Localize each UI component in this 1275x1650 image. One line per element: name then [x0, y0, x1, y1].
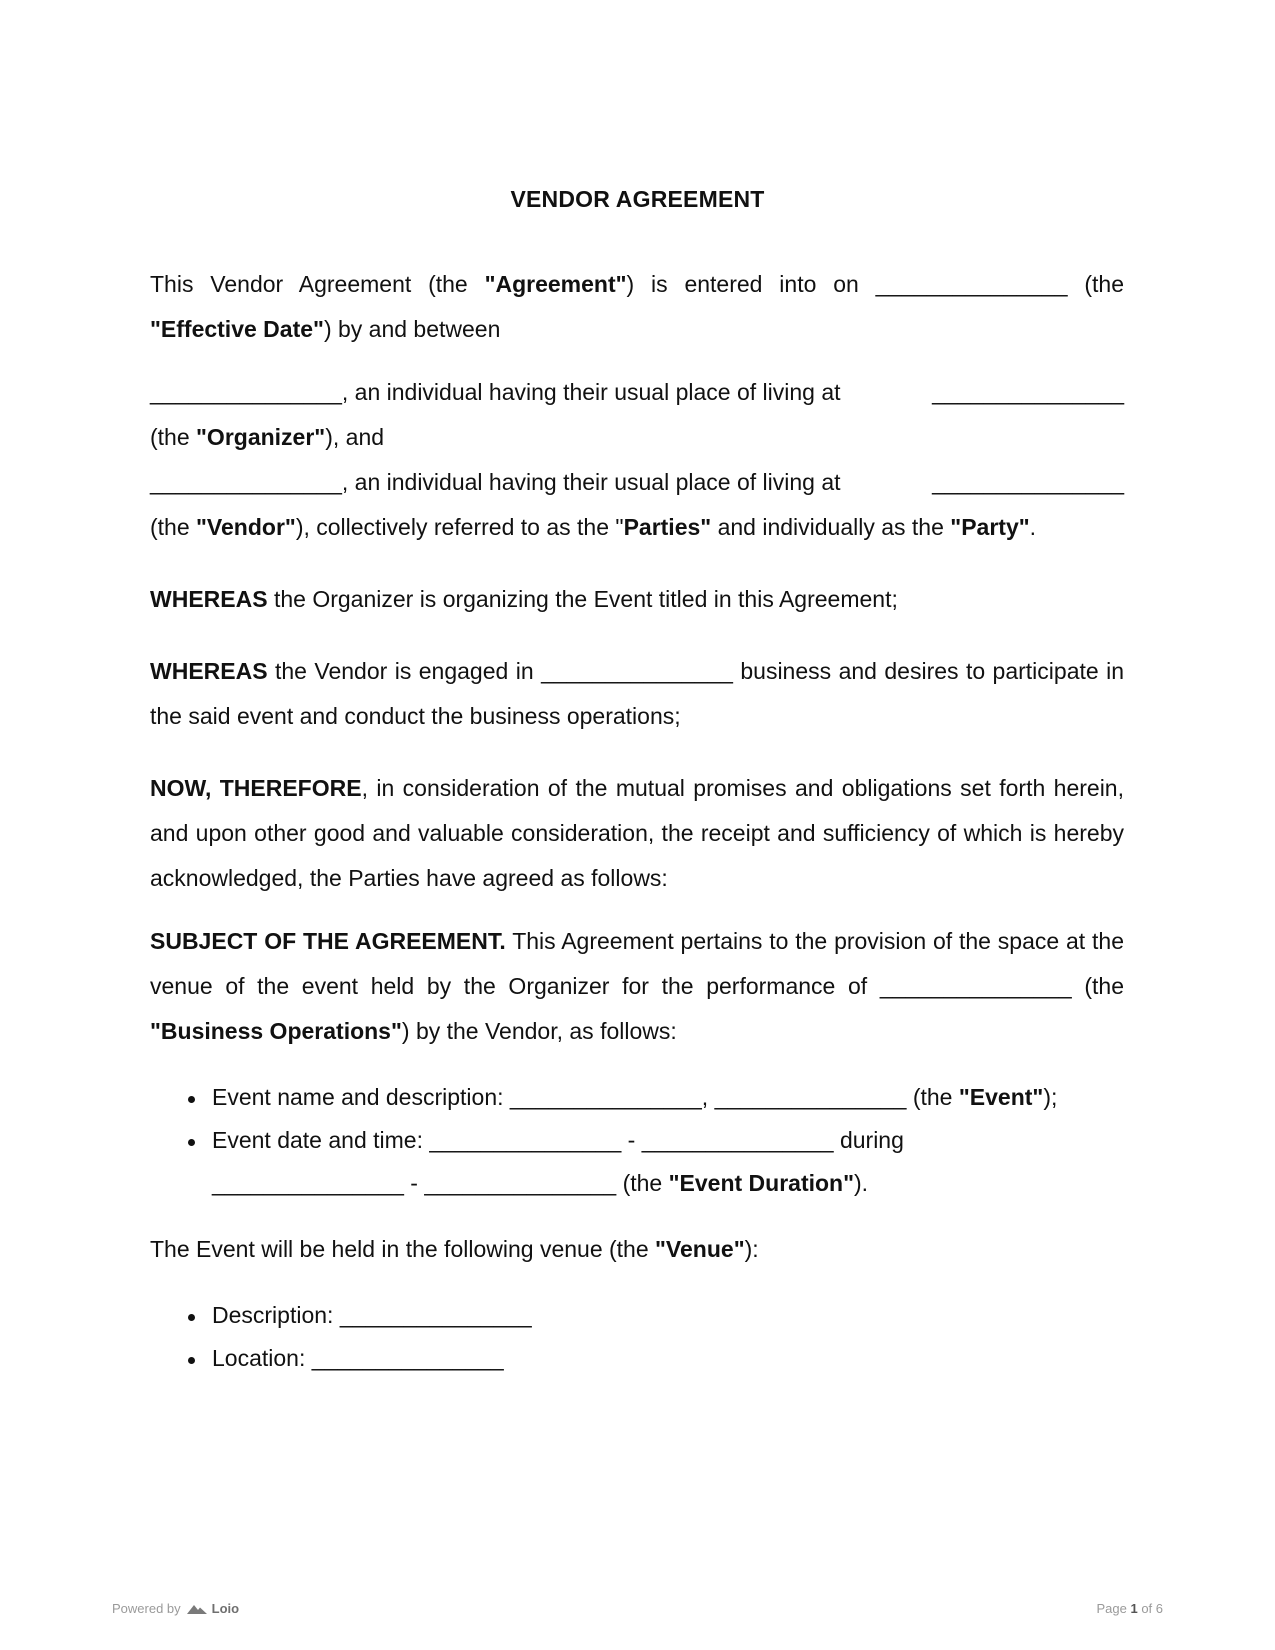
organizer-text-2: (the [150, 424, 197, 450]
vendor-name-row [150, 460, 841, 505]
vendor-label-line [150, 505, 1124, 550]
intro-text-3: (the [1067, 271, 1124, 297]
organizer-label-line [150, 415, 1124, 460]
venue-details-list [150, 1294, 1124, 1380]
venue-intro [150, 1227, 1124, 1272]
intro-text-2: ) is entered into on [626, 271, 876, 297]
event-term: "Event" [958, 1084, 1044, 1110]
event-time-line [212, 1162, 1124, 1205]
brand-name: Loio [211, 1601, 240, 1616]
vendor-text-2: (the [150, 514, 197, 540]
business-type-blank: _______________ [541, 658, 733, 684]
business-operations-term: "Business Operations" [150, 1018, 402, 1044]
organizer-text-3: ), and [325, 424, 385, 450]
organizer-line [150, 370, 1124, 415]
event-date-line [212, 1119, 1124, 1162]
list-item [150, 1076, 1124, 1119]
event-datetime-text-4: ). [854, 1170, 869, 1196]
powered-by [112, 1601, 239, 1616]
event-duration-term: "Event Duration" [668, 1170, 855, 1196]
document-body [150, 262, 1124, 1380]
effective-date-blank: _______________ [875, 271, 1068, 297]
business-operations-blank: _______________ [879, 973, 1072, 999]
venue-term: "Venue" [655, 1236, 745, 1262]
vendor-line [150, 460, 1124, 505]
organizer-term: "Organizer" [196, 424, 326, 450]
venue-location-label: Location: [212, 1345, 312, 1371]
event-start-time-blank: _______________ [212, 1170, 404, 1196]
now-therefore-text: , in consideration of the mutual promises and obligations set forth herein, and upon other good and valuable consideration, the receipt and sufficiency of which is hereby acknowledged, the Parties have agreed as follows: [150, 775, 1124, 891]
brand-logo [187, 1601, 239, 1616]
effective-date-term: "Effective Date" [150, 316, 324, 342]
event-datetime-text-2: during [833, 1127, 904, 1153]
venue-text-2: ): [744, 1236, 759, 1262]
subject-text-1: This Agreement pertains to the provision of the space at the venue of the event held by the Organizer for the performance of [150, 928, 1124, 999]
event-date-dash: - [621, 1127, 642, 1153]
whereas-2-text-2: business and desires to participate in the said event and conduct the business operations; [150, 658, 1124, 729]
whereas-1-text: the Organizer is organizing the Event titled in this Agreement; [267, 586, 898, 612]
event-end-date-blank: _______________ [641, 1127, 834, 1153]
venue-location-blank: _______________ [311, 1345, 504, 1371]
vendor-term: "Vendor" [196, 514, 296, 540]
venue-description-label: Description: [212, 1302, 340, 1328]
event-name-sep: , [701, 1084, 715, 1110]
organizer-address-blank: _______________ [932, 379, 1124, 405]
vendor-text-5: . [1029, 514, 1037, 540]
page-suffix: of 6 [1137, 1601, 1163, 1616]
page-current: 1 [1130, 1601, 1138, 1616]
intro-text-4: ) by and between [323, 316, 501, 342]
event-name-text-2: (the [906, 1084, 959, 1110]
page-number [1096, 1601, 1163, 1616]
intro-paragraph [150, 262, 1124, 352]
event-name-text-1: Event name and description: [212, 1084, 510, 1110]
event-end-time-blank: _______________ [424, 1170, 617, 1196]
agreement-term: "Agreement" [484, 271, 627, 297]
powered-by-label: Powered by [112, 1601, 181, 1616]
parties-term: Parties" [623, 514, 712, 540]
vendor-text-4: and individually as the [711, 514, 951, 540]
organizer-name-row [150, 370, 841, 415]
page-prefix: Page [1096, 1601, 1131, 1616]
event-datetime-text-3: (the [616, 1170, 669, 1196]
whereas-2-label: WHEREAS [150, 658, 268, 684]
subject-text-2: (the [1071, 973, 1124, 999]
event-details-list [150, 1076, 1124, 1205]
event-description-blank: _______________ [714, 1084, 907, 1110]
event-datetime-text-1: Event date and time: [212, 1127, 430, 1153]
whereas-1-label: WHEREAS [150, 586, 268, 612]
vendor-text-3: ), collectively referred to as the " [295, 514, 624, 540]
mountain-icon [187, 1603, 207, 1614]
subject-paragraph [150, 919, 1124, 1054]
list-item [150, 1337, 1124, 1380]
whereas-2-text-1: the Vendor is engaged in [267, 658, 542, 684]
venue-description-blank: _______________ [339, 1302, 532, 1328]
subject-heading: SUBJECT OF THE AGREEMENT. [150, 928, 506, 954]
event-name-text-3: ); [1043, 1084, 1058, 1110]
event-name-blank: _______________ [509, 1084, 702, 1110]
organizer-text-1: , an individual having their usual place of living at [341, 379, 841, 405]
now-therefore-paragraph [150, 766, 1124, 901]
vendor-address-blank: _______________ [932, 469, 1124, 495]
whereas-organizer [150, 577, 1124, 622]
event-start-date-blank: _______________ [429, 1127, 622, 1153]
venue-text-1: The Event will be held in the following venue (the [150, 1236, 656, 1262]
intro-text-1: This Vendor Agreement (the [150, 271, 485, 297]
document-title: VENDOR AGREEMENT [510, 186, 765, 212]
subject-text-3: ) by the Vendor, as follows: [401, 1018, 677, 1044]
event-time-dash: - [403, 1170, 425, 1196]
party-term: "Party" [950, 514, 1030, 540]
list-item [150, 1119, 1124, 1205]
whereas-vendor [150, 649, 1124, 739]
list-item [150, 1294, 1124, 1337]
now-therefore-label: NOW, THEREFORE [150, 775, 362, 801]
vendor-name-blank: _______________ [150, 469, 342, 495]
vendor-text-1: , an individual having their usual place of living at [341, 469, 841, 495]
organizer-name-blank: _______________ [150, 379, 342, 405]
